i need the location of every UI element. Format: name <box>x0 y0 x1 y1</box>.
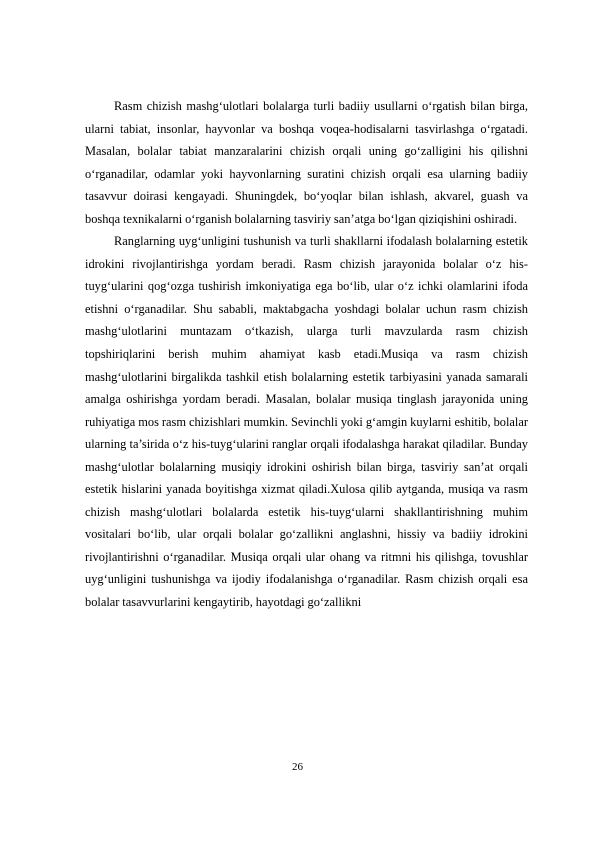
paragraph: Rasm chizish mashg‘ulotlari bolalarga turli badiiy usullarni o‘rgatish bilan birga, ularni tabiat, insonlar, hayvonlar va boshqa voqea-hodisalarni tasvirlashga o‘rgatadi. Masalan, bolalar tabiat manzaralarini chizish orqali uning go‘zalligini his qilishni o‘rganadilar, odamlar yoki hayvonlarning suratini chizish orqali esa ularning badiiy tasavvur doirasi kengayadi. Shuningdek, bo‘yoqlar bilan ishlash, akvarel, guash va boshqa texnikalarni o‘rganish bolalarning tasviriy san’atga bo‘lgan qiziqishini oshiradi. <box>85 99 528 226</box>
paragraph: Ranglarning uyg‘unligini tushunish va turli shakllarni ifodalash bolalarning estetik idrokini rivojlantirishga yordam beradi. Rasm chizish jarayonida bolalar o‘z his-tuyg‘ularini qog‘ozga tushirish imkoniyatiga ega bo‘lib, ular o‘z ichki olamlarini ifoda etishni o‘rganadilar. Shu sababli, maktabgacha yoshdagi bolalar uchun rasm chizish mashg‘ulotlarini muntazam o‘tkazish, ularga turli mavzularda rasm chizish topshiriqlarini berish muhim ahamiyat kasb etadi.Musiqa va rasm chizish mashg‘ulotlarini birgalikda tashkil etish bolalarning estetik tarbiyasini yanada samarali amalga oshirishga yordam beradi. Masalan, bolalar musiqa tinglash jarayonida uning ruhiyatiga mos rasm chizishlari mumkin. Sevinchli yoki g‘amgin kuylarni eshitib, bolalar ularning ta’sirida o‘z his-tuyg‘ularini ranglar orqali ifodalashga harakat qiladilar. Bunday mashg‘ulotlar bolalarning musiqiy idrokini oshirish bilan birga, tasviriy san’at orqali estetik hislarini yanada boyitishga xizmat qiladi.Xulosa qilib aytganda, musiqa va rasm chizish mashg‘ulotlari bolalarda estetik his-tuyg‘ularni shakllantirishning muhim vositalari bo‘lib, ular orqali bolalar go‘zallikni anglashni, hissiy va badiiy idrokini rivojlantirishni o‘rganadilar. Musiqa orqali ular ohang va ritmni his qilishga, tovushlar uyg‘unligini tushunishga va ijodiy ifodalanishga o‘rganadilar. Rasm chizish orqali esa bolalar tasavvurlarini kengaytirib, hayotdagi go‘zallikni <box>85 234 528 610</box>
document-body <box>85 95 528 614</box>
page-number: 26 <box>292 761 303 773</box>
